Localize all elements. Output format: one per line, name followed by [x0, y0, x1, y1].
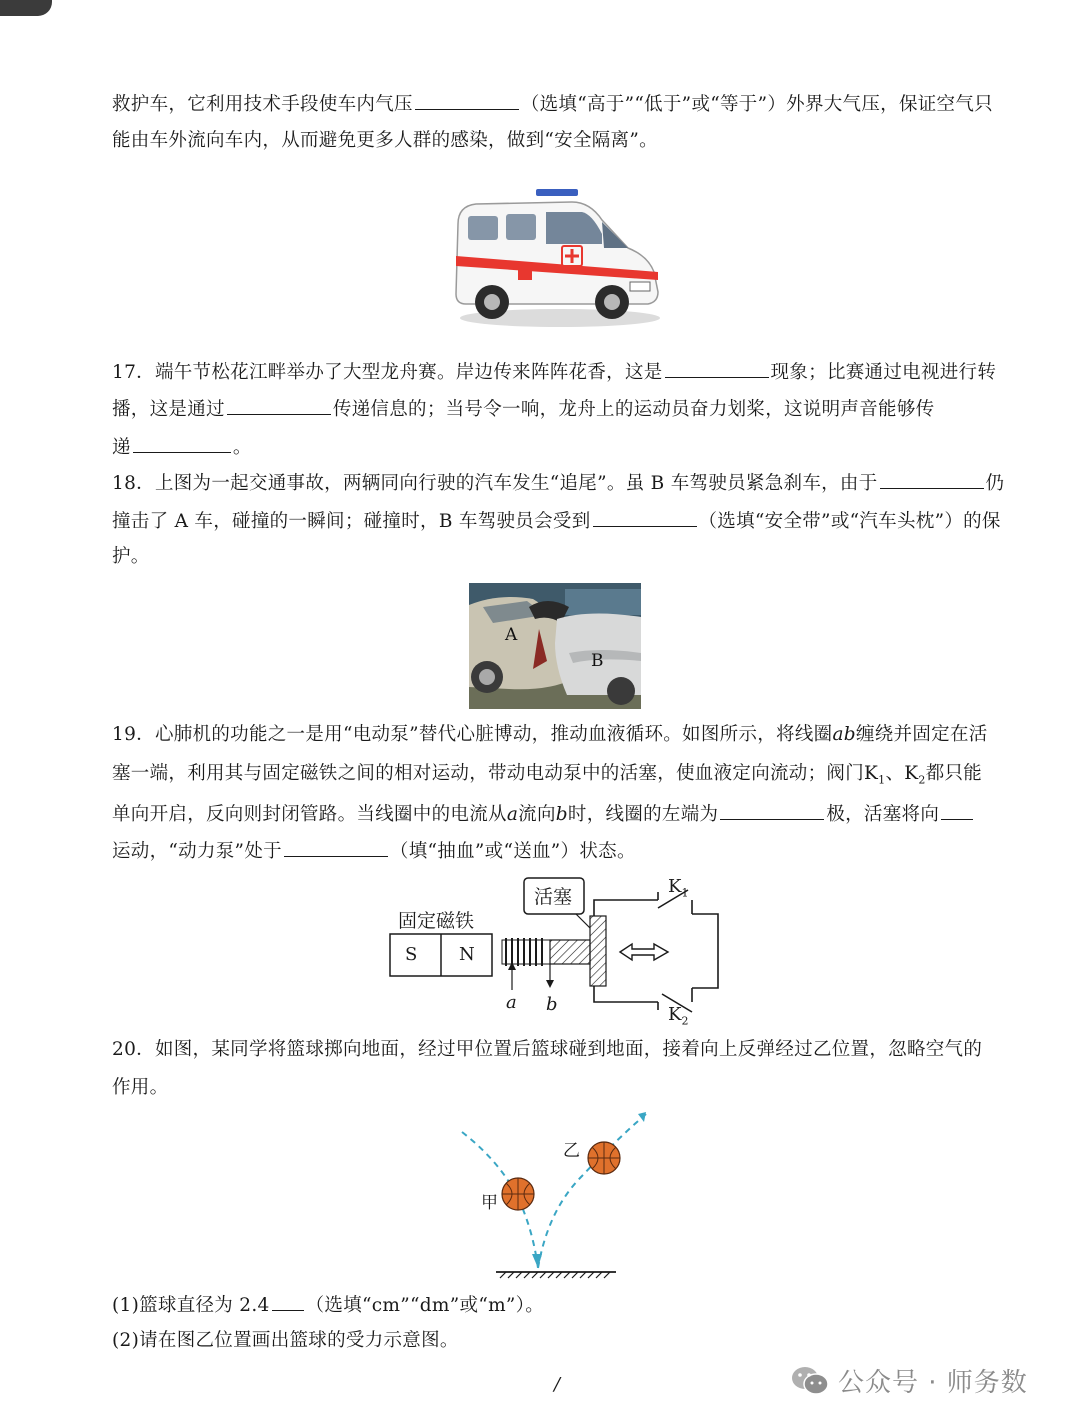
photo-label-a: A [505, 625, 518, 645]
q19-line-4: 运动，“动力泵”处于 （填“抽血”或“送血”）状态。 [112, 838, 636, 864]
q18-line-3: 护。 [112, 546, 150, 567]
basketball-jia [502, 1178, 534, 1210]
piston-head [590, 916, 606, 986]
answer-blank[interactable] [227, 396, 331, 415]
answer-blank[interactable] [415, 91, 519, 110]
q18-line-1: 18．上图为一起交通事故，两辆同向行驶的汽车发生“追尾”。虽 B 车驾驶员紧急刹车，由于 仍 [112, 470, 1004, 496]
q20-line-1: 20．如图，某同学将篮球掷向地面，经过甲位置后篮球碰到地面，接着向上反弹经过乙位置，忽略空气的 [112, 1039, 983, 1060]
pole-n: N [459, 944, 475, 965]
corner-tab [0, 0, 52, 16]
answer-blank[interactable] [880, 470, 984, 489]
answer-blank[interactable] [665, 359, 769, 378]
answer-blank[interactable] [593, 508, 697, 527]
label-yi: 乙 [563, 1141, 580, 1161]
q17-line-3: 递 。 [112, 434, 252, 460]
coil [502, 938, 550, 966]
q19-line-3: 单向开启，反向则封闭管路。当线圈中的电流从a流向b时，线圈的左端为 极，活塞将向 [112, 801, 975, 827]
q20-sub-2: (2)请在图乙位置画出篮球的受力示意图。 [112, 1330, 459, 1351]
q18-line-2: 撞击了 A 车，碰撞的一瞬间；碰撞时，B 车驾驶员会受到 （选填“安全带”或“汽车头枕”）的保 [112, 508, 1001, 534]
q20-line-2: 作用。 [112, 1077, 169, 1098]
q19-line-2: 塞一端，利用其与固定磁铁之间的相对运动，带动电动泵中的活塞，使血液定向流动；阀门$K_1$、$K_2$都只能 [112, 763, 983, 787]
page-number: / [554, 1374, 561, 1395]
q16-line-2: 能由车外流向车内，从而避免更多人群的感染，做到“安全隔离”。 [112, 130, 658, 151]
coil-end-a: a [506, 992, 517, 1013]
wechat-icon [790, 1365, 830, 1395]
double-arrow [620, 944, 668, 960]
answer-blank[interactable] [272, 1292, 304, 1311]
q19-line-1: 19．心肺机的功能之一是用“电动泵”替代心脏博动，推动血液循环。如图所示，将线圈ab缠绕并固定在活 [112, 724, 988, 745]
answer-blank[interactable] [133, 434, 231, 453]
piston-rod [550, 940, 590, 964]
q16-line-1: 救护车，它利用技术手段使车内气压 （选填“高于”“低于”或“等于”）外界大气压，保证空气只 [112, 91, 993, 117]
valve-k2-label: $K_2$ [668, 1004, 689, 1028]
watermark-text: 公众号 · 师务数 [838, 1367, 1028, 1398]
photo-label-b: B [591, 651, 604, 671]
basketball-yi [588, 1142, 620, 1174]
q17-line-1: 17．端午节松花江畔举办了大型龙舟赛。岸边传来阵阵花香，这是 现象；比赛通过电视进行转 [112, 359, 996, 385]
piston-label: 活塞 [534, 886, 573, 908]
answer-blank[interactable] [941, 801, 973, 820]
coil-end-b: b [546, 994, 558, 1015]
ambulance-illustration [452, 186, 664, 332]
q20-sub-1: (1)篮球直径为 2.4 （选填“cm”“dm”或“m”）。 [112, 1292, 544, 1318]
magnet-label: 固定磁铁 [398, 910, 475, 932]
valve-k1-label: $K_1$ [668, 876, 689, 900]
pole-s: S [405, 944, 418, 965]
q17-line-2: 播，这是通过 传递信息的；当号令一响，龙舟上的运动员奋力划桨，这说明声音能够传 [112, 396, 934, 422]
label-jia: 甲 [481, 1193, 498, 1213]
car-crash-photo [469, 583, 641, 709]
watermark [790, 1362, 1028, 1398]
answer-blank[interactable] [720, 801, 824, 820]
answer-blank[interactable] [284, 838, 388, 857]
